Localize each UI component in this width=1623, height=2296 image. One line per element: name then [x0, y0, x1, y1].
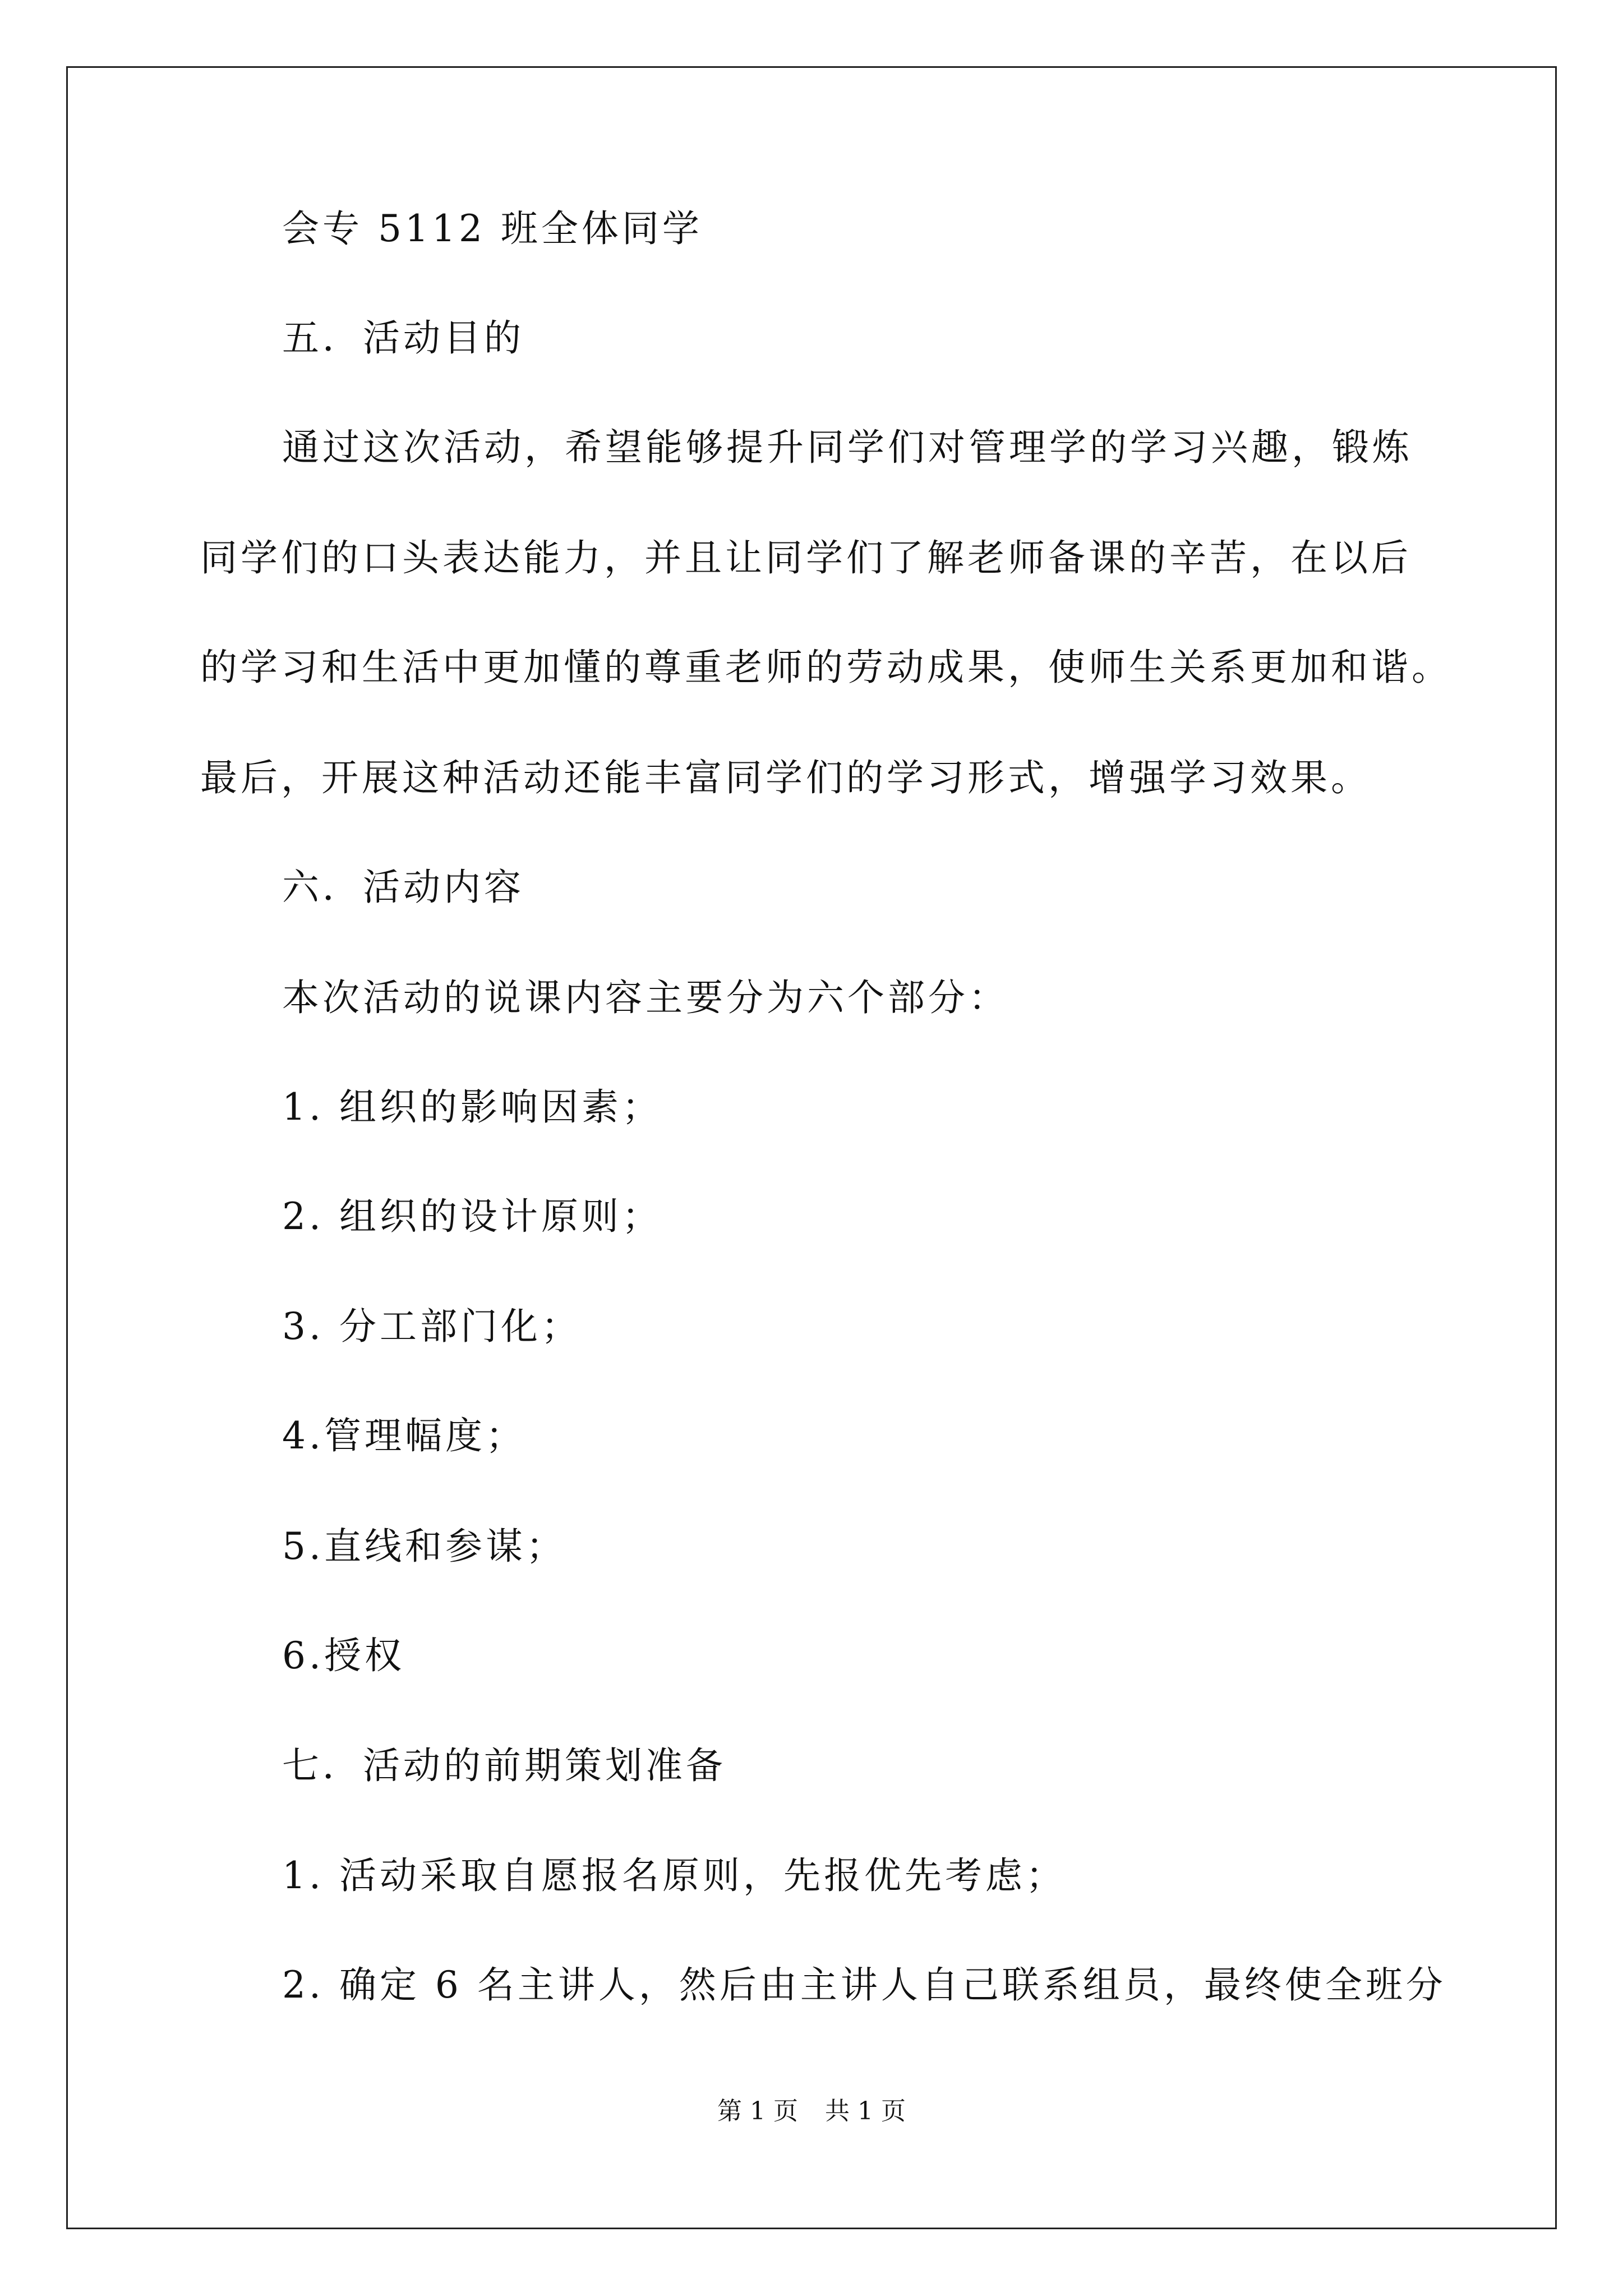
text-line: 通过这次活动，希望能够提升同学们对管理学的学习兴趣，锻炼 [282, 426, 1413, 469]
text-line: 会专 5112 班全体同学 [282, 207, 703, 250]
section-heading: 五．活动目的 [282, 316, 524, 360]
text-line: 的学习和生活中更加懂的尊重老师的劳动成果，使师生关系更加和谐。 [200, 646, 1452, 689]
page-total: 共 1 页 [825, 2097, 906, 2125]
list-item: 3. 分工部门化； [282, 1305, 582, 1348]
list-item: 5.直线和参谋； [282, 1525, 566, 1568]
text-line: 最后，开展这种活动还能丰富同学们的学习形式，增强学习效果。 [200, 756, 1371, 799]
text-line: 同学们的口头表达能力，并且让同学们了解老师备课的辛苦，在以后 [200, 536, 1412, 579]
section-heading: 七．活动的前期策划准备 [282, 1744, 726, 1787]
list-item: 4.管理幅度； [282, 1414, 526, 1457]
text-line: 本次活动的说课内容主要分为六个部分： [282, 976, 1009, 1019]
list-item: 2. 确定 6 名主讲人，然后由主讲人自己联系组员，最终使全班分 [282, 1963, 1446, 2007]
list-item: 2. 组织的设计原则； [282, 1195, 662, 1238]
list-item: 1. 组织的影响因素； [282, 1085, 662, 1129]
section-heading: 六．活动内容 [282, 866, 524, 909]
list-item: 6.授权 [282, 1634, 405, 1677]
page-footer [0, 2096, 1623, 2127]
page-number: 第 1 页 [717, 2097, 798, 2125]
list-item: 1. 活动采取自愿报名原则，先报优先考虑； [282, 1854, 1066, 1897]
